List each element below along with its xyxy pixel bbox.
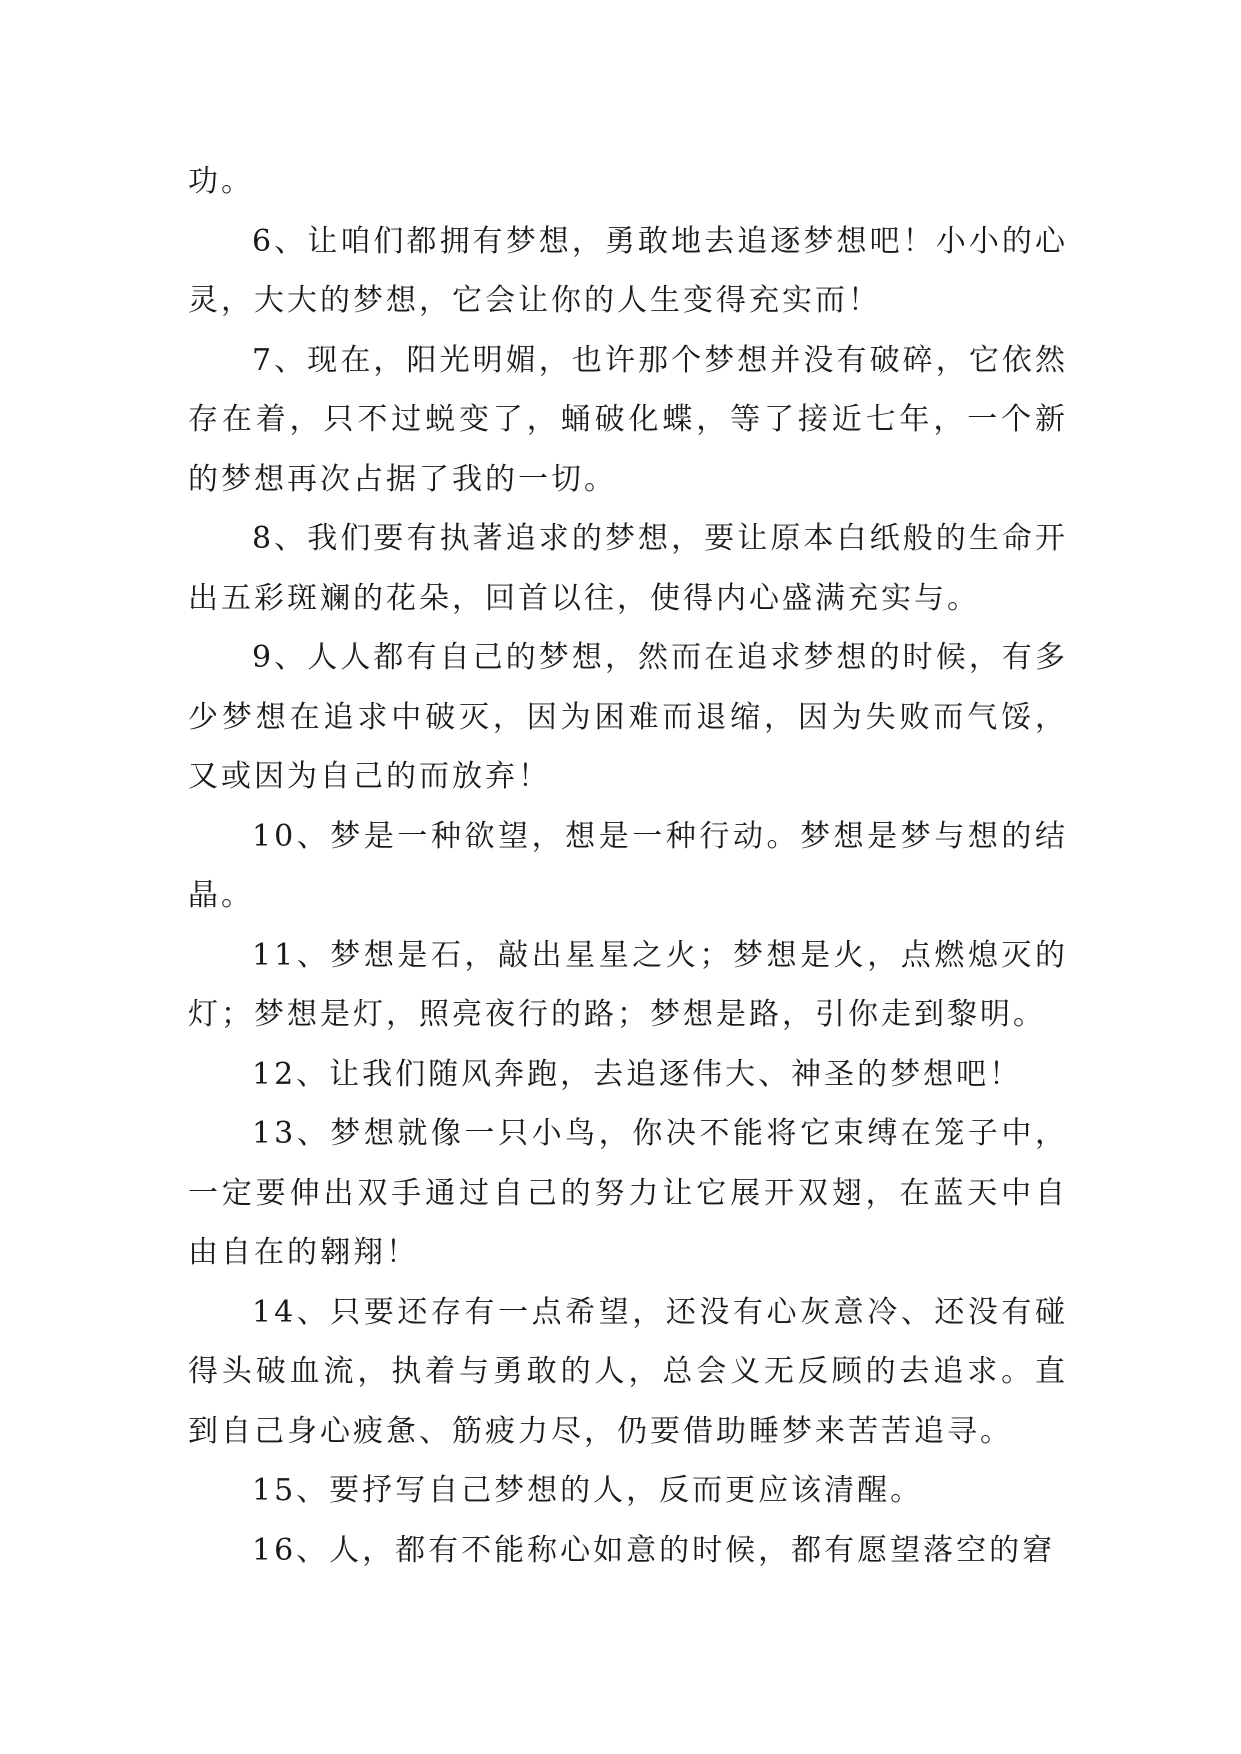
paragraph-8: 8、我们要有执著追求的梦想，要让原本白纸般的生命开出五彩斑斓的花朵，回首以往，使得内心盛满充实与。 — [188, 521, 1068, 616]
paragraph-13: 13、梦想就像一只小鸟，你决不能将它束缚在笼子中，一定要伸出双手通过自己的努力让它展开双翅，在蓝天中自由自在的翱翔！ — [188, 1116, 1068, 1270]
paragraph-15: 15、要抒写自己梦想的人，反而更应该清醒。 — [252, 1473, 924, 1508]
paragraph-7: 7、现在，阳光明媚，也许那个梦想并没有破碎，它依然存在着，只不过蜕变了，蛹破化蝶，等了接近七年，一个新的梦想再次占据了我的一切。 — [188, 342, 1068, 497]
paragraph-12: 12、让我们随风奔跑，去追逐伟大、神圣的梦想吧！ — [252, 1056, 1023, 1092]
paragraph-9: 9、人人都有自己的梦想，然而在追求梦想的时候，有多少梦想在追求中破灭，因为困难而退缩，因为失败而气馁，又或因为自己的而放弃！ — [188, 640, 1068, 794]
paragraph-10: 10、梦是一种欲望，想是一种行动。梦想是梦与想的结晶。 — [188, 818, 1068, 913]
paragraph-11: 11、梦想是石，敲出星星之火；梦想是火，点燃熄灭的灯；梦想是灯，照亮夜行的路；梦想是路，引你走到黎明。 — [188, 937, 1068, 1032]
paragraph-6: 6、让咱们都拥有梦想，勇敢地去追逐梦想吧！小小的心灵，大大的梦想，它会让你的人生变得充实而！ — [188, 223, 1068, 318]
document-body — [188, 152, 1068, 1580]
paragraph-16: 16、人，都有不能称心如意的时候，都有愿望落空的窘 — [252, 1532, 1056, 1568]
paragraph-continuation: 功。 — [188, 164, 254, 199]
paragraph-14: 14、只要还存有一点希望，还没有心灰意冷、还没有碰得头破血流，执着与勇敢的人，总会义无反顾的去追求。直到自己身心疲惫、筋疲力尽，仍要借助睡梦来苦苦追寻。 — [188, 1294, 1068, 1449]
